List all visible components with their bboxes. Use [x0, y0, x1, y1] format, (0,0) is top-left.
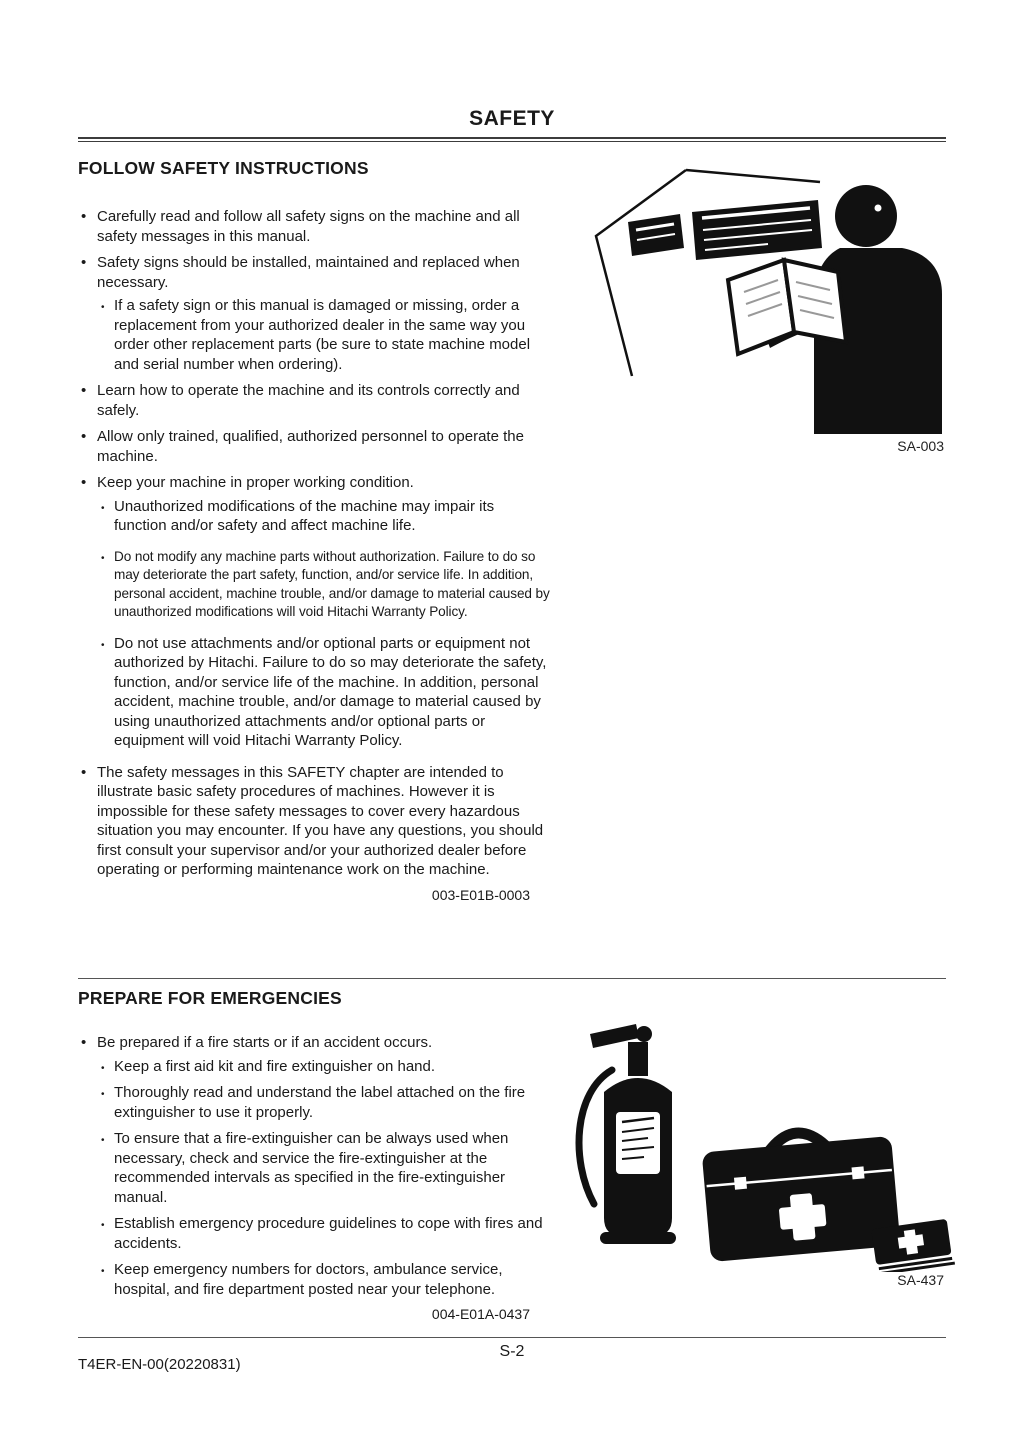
sub-bullet-item: • Do not modify any machine parts without authorization. Failure to do so may deteriorate the part safety, function, and/or service life. In addition, personal accident, machine trouble, and/or damage to material caused by unauthorized modifications will void Hitachi Warranty Policy. — [97, 548, 550, 622]
bullet-text: Be prepared if a fire starts or if an accident occurs. — [97, 1034, 433, 1051]
bullet-item — [78, 1033, 550, 1299]
section-divider — [78, 978, 946, 979]
bullet-text: Keep your machine in proper working condition. — [97, 474, 414, 491]
section-heading: FOLLOW SAFETY INSTRUCTIONS — [78, 158, 369, 178]
figure-caption: SA-003 — [897, 438, 944, 454]
bullet-item — [78, 763, 550, 880]
sub-bullet-item: • Do not use attachments and/or optional parts or equipment not authorized by Hitachi. Failure to do so may deteriorate the safety, function, and/or service life of the machine. In addition, personal accident, machine trouble, and/or damage to material caused by using unauthorized attachments and/or optional parts or equipment will void Hitachi Warranty Policy. — [97, 634, 550, 751]
figure-sa-437 — [556, 1008, 956, 1272]
figure-caption: SA-437 — [897, 1272, 944, 1288]
footer-divider — [78, 1337, 946, 1338]
sub-bullet-item: • To ensure that a fire-extinguisher can be always used when necessary, check and service the fire-extinguisher at the recommended intervals as specified in the fire-extinguisher manual. — [97, 1129, 550, 1207]
bullet-item — [78, 427, 550, 466]
sub-bullet-item: • Establish emergency procedure guidelines to cope with fires and accidents. — [97, 1214, 550, 1253]
sub-bullet-item: • Unauthorized modifications of the machine may impair its function and/or safety and affect machine life. — [97, 497, 550, 536]
figure-sa-003 — [568, 162, 960, 434]
sub-bullet-item: • Keep emergency numbers for doctors, ambulance service, hospital, and fire department posted near your telephone. — [97, 1260, 550, 1299]
reference-code: 004-E01A-0437 — [431, 1306, 530, 1322]
bullet-text: The safety messages in this SAFETY chapter are intended to illustrate basic safety procedures of machines. However it is impossible for these safety messages to cover every hazardous situation you may encounter. If you have any questions, you should first consult your supervisor and/or your authorized dealer before operating or performing maintenance work on the machine. — [97, 763, 544, 878]
bullet-text: Allow only trained, qualified, authorized personnel to operate the machine. — [97, 428, 524, 465]
bullet-item — [78, 207, 550, 246]
sub-bullet-item: • If a safety sign or this manual is damaged or missing, order a replacement from your authorized dealer in the same way you order other replacement parts (be sure to state machine model and serial number when ordering). — [97, 296, 550, 374]
bullet-text: Safety signs should be installed, maintained and replaced when necessary. — [97, 254, 520, 291]
section-follow-safety-instructions — [78, 158, 550, 903]
first-aid-kit-illustration — [701, 1125, 901, 1262]
bullet-text: Learn how to operate the machine and its controls correctly and safely. — [97, 382, 520, 419]
bullet-item — [78, 381, 550, 420]
bullet-list — [78, 207, 550, 880]
bullet-item — [78, 473, 550, 751]
sub-bullet-list — [97, 497, 550, 751]
bullet-text: Carefully read and follow all safety signs on the machine and all safety messages in this manual. — [97, 208, 520, 245]
section-prepare-for-emergencies — [78, 988, 550, 1322]
section-heading: PREPARE FOR EMERGENCIES — [78, 988, 342, 1008]
sub-bullet-item: • Keep a first aid kit and fire extinguisher on hand. — [97, 1057, 550, 1077]
sub-bullet-item: • Thoroughly read and understand the label attached on the fire extinguisher to use it properly. — [97, 1083, 550, 1122]
page-title: SAFETY — [469, 107, 555, 130]
bullet-item — [78, 253, 550, 374]
title-divider — [78, 137, 946, 142]
reference-code: 003-E01B-0003 — [431, 886, 530, 903]
sub-bullet-list — [97, 1057, 550, 1300]
fire-extinguisher-illustration — [579, 1024, 676, 1244]
sub-bullet-list — [97, 296, 550, 374]
document-reference: T4ER-EN-00(20220831) — [78, 1356, 241, 1373]
page-number: S-2 — [499, 1343, 525, 1360]
bullet-list — [78, 1033, 550, 1299]
